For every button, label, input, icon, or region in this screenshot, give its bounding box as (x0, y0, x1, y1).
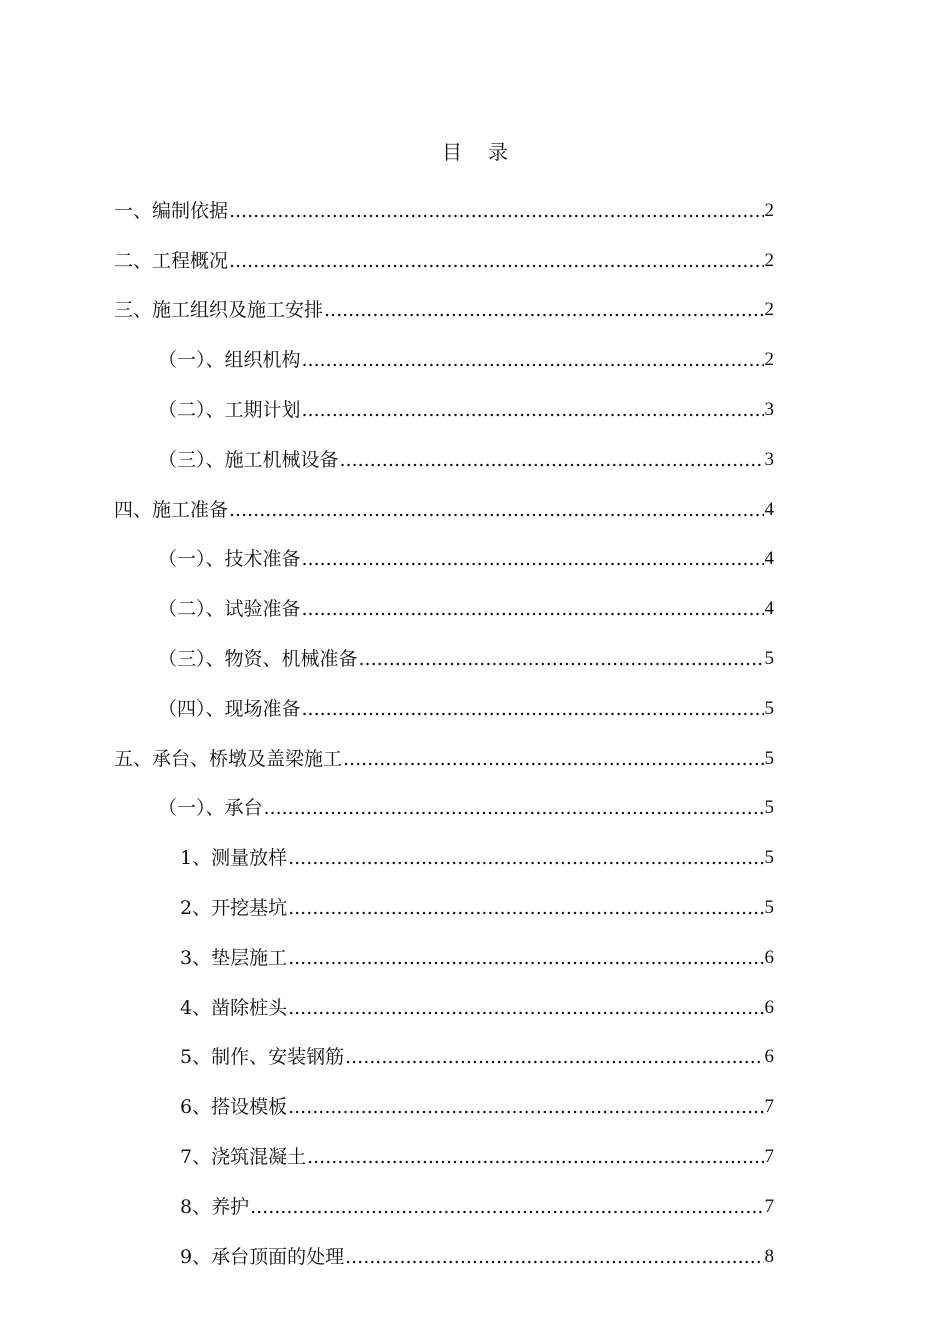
toc-entry[interactable] (0, 734, 774, 784)
toc-dot-leader (250, 1192, 763, 1222)
toc-entry[interactable] (0, 535, 774, 585)
toc-entry-label: （一）、组织机构 (158, 349, 301, 372)
toc-entry-page-number: 6 (764, 1046, 774, 1068)
toc-entry[interactable] (0, 435, 774, 485)
toc-entry-page-number: 2 (764, 299, 774, 321)
toc-entry-page-number: 7 (764, 1096, 774, 1118)
toc-dot-leader (302, 594, 764, 624)
toc-entry-label: （三）、物资、机械准备 (158, 648, 358, 671)
toc-entry-label: （三）、施工机械设备 (158, 448, 339, 471)
toc-entry-label: 5、制作、安装钢筋 (180, 1046, 345, 1069)
toc-entry-page-number: 5 (764, 697, 774, 719)
toc-entry-label: （二）、工期计划 (158, 399, 301, 422)
toc-dot-leader (302, 395, 764, 425)
toc-entry-page-number: 6 (764, 996, 774, 1018)
toc-dot-leader (302, 694, 764, 724)
toc-entry[interactable] (0, 286, 774, 336)
toc-dot-leader (288, 993, 763, 1023)
toc-dot-leader (229, 196, 763, 226)
toc-dot-leader (340, 445, 764, 475)
toc-dot-leader (229, 246, 763, 276)
toc-entry-label: 四、施工准备 (114, 498, 229, 521)
toc-dot-leader (302, 345, 764, 375)
toc-entry-label: 一、编制依据 (114, 199, 229, 222)
toc-entry-label: （一）、承台 (158, 797, 263, 820)
toc-entry-page-number: 4 (764, 548, 774, 570)
toc-entry-page-number: 2 (764, 249, 774, 271)
toc-entry-label: 3、垫层施工 (180, 946, 288, 969)
table-of-contents (0, 186, 950, 1282)
toc-entry[interactable] (0, 485, 774, 535)
toc-dot-leader (324, 295, 763, 325)
toc-entry[interactable] (0, 983, 774, 1033)
toc-entry[interactable] (0, 335, 774, 385)
toc-entry-page-number: 4 (764, 598, 774, 620)
toc-dot-leader (343, 744, 763, 774)
toc-entry-page-number: 5 (764, 648, 774, 670)
toc-entry-page-number: 7 (764, 1195, 774, 1217)
toc-entry[interactable] (0, 186, 774, 236)
toc-dot-leader (288, 893, 763, 923)
toc-entry[interactable] (0, 1033, 774, 1083)
toc-title (0, 137, 950, 167)
toc-entry-page-number: 3 (764, 399, 774, 421)
toc-entry-label: （二）、试验准备 (158, 598, 301, 621)
toc-entry-page-number: 4 (764, 498, 774, 520)
toc-entry-label: 三、施工组织及施工安排 (114, 299, 324, 322)
toc-entry-label: 五、承台、桥墩及盖梁施工 (114, 747, 343, 770)
toc-entry-page-number: 6 (764, 946, 774, 968)
toc-dot-leader (345, 1042, 763, 1072)
toc-entry[interactable] (0, 933, 774, 983)
toc-entry-label: 8、养护 (180, 1195, 250, 1218)
toc-entry-label: 2、开挖基坑 (180, 897, 288, 920)
toc-dot-leader (264, 793, 764, 823)
toc-entry[interactable] (0, 1132, 774, 1182)
toc-entry-label: （一）、技术准备 (158, 548, 301, 571)
toc-entry-page-number: 2 (764, 199, 774, 221)
toc-entry-page-number: 3 (764, 448, 774, 470)
toc-entry-page-number: 2 (764, 349, 774, 371)
toc-entry[interactable] (0, 385, 774, 435)
toc-dot-leader (359, 644, 764, 674)
toc-entry-label: 4、凿除桩头 (180, 996, 288, 1019)
toc-entry-page-number: 5 (764, 897, 774, 919)
toc-entry-page-number: 5 (764, 847, 774, 869)
toc-entry[interactable] (0, 684, 774, 734)
toc-dot-leader (345, 1242, 763, 1272)
toc-dot-leader (288, 843, 763, 873)
toc-entry-page-number: 8 (764, 1245, 774, 1267)
toc-entry[interactable] (0, 1182, 774, 1232)
toc-dot-leader (307, 1142, 763, 1172)
toc-entry[interactable] (0, 784, 774, 834)
toc-entry-page-number: 5 (764, 797, 774, 819)
toc-dot-leader (302, 544, 764, 574)
toc-entry[interactable] (0, 236, 774, 286)
toc-title-char-1: 目 (442, 140, 462, 164)
toc-title-char-2: 录 (488, 140, 508, 164)
toc-entry-label: 9、承台顶面的处理 (180, 1245, 345, 1268)
toc-entry-label: 7、浇筑混凝土 (180, 1146, 307, 1169)
toc-entry[interactable] (0, 883, 774, 933)
toc-entry[interactable] (0, 634, 774, 684)
toc-entry-page-number: 7 (764, 1146, 774, 1168)
toc-entry-page-number: 5 (764, 747, 774, 769)
toc-entry[interactable] (0, 1082, 774, 1132)
toc-dot-leader (288, 943, 763, 973)
toc-entry[interactable] (0, 1232, 774, 1282)
toc-dot-leader (229, 495, 763, 525)
toc-entry-label: （四）、现场准备 (158, 697, 301, 720)
toc-entry-label: 1、测量放样 (180, 847, 288, 870)
toc-entry-label: 二、工程概况 (114, 249, 229, 272)
toc-entry[interactable] (0, 584, 774, 634)
toc-dot-leader (288, 1092, 763, 1122)
toc-entry-label: 6、搭设模板 (180, 1096, 288, 1119)
toc-entry[interactable] (0, 833, 774, 883)
